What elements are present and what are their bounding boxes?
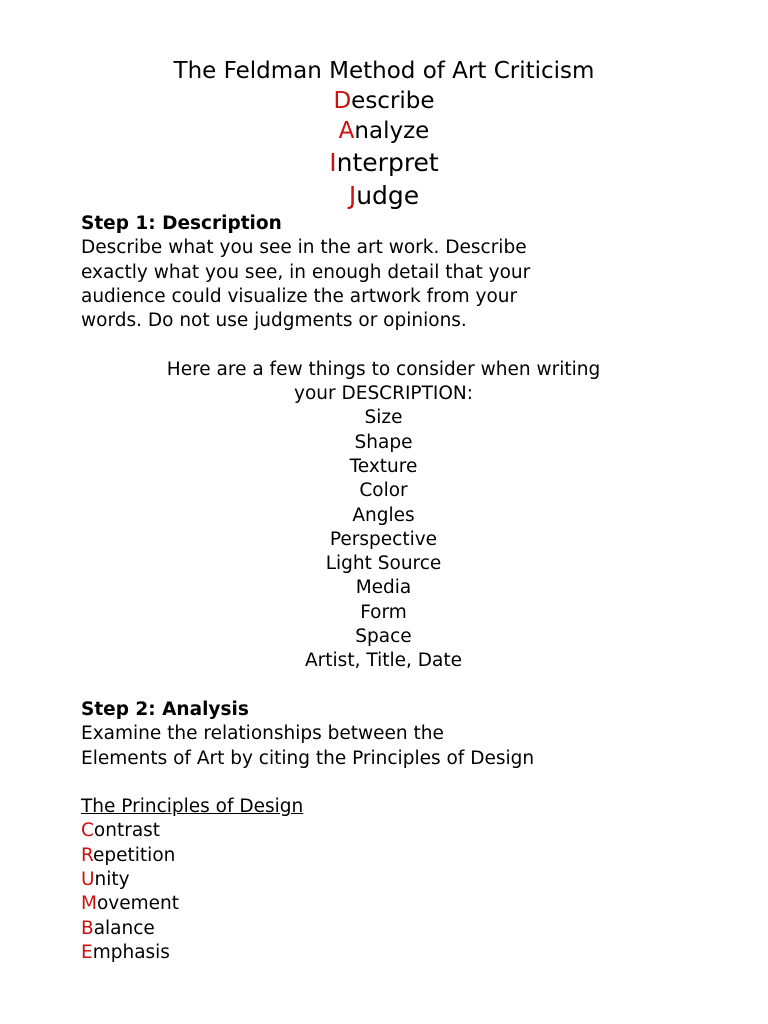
- description-item: Light Source: [325, 553, 442, 575]
- blank-line: [81, 333, 701, 357]
- acronym-line-analyze: [0, 116, 768, 146]
- principle-rest: mphasis: [92, 941, 170, 963]
- description-item: Color: [359, 480, 408, 502]
- step2-paragraph-line: Elements of Art by citing the Principles of Design: [81, 747, 535, 769]
- principle-item: [81, 892, 701, 916]
- consider-line: your DESCRIPTION:: [294, 383, 473, 405]
- acronym-line-interpret: [0, 146, 768, 179]
- principle-rest: ontrast: [93, 820, 161, 842]
- acronym-letter: I: [329, 148, 337, 177]
- description-item: Artist, Title, Date: [305, 650, 462, 672]
- acronym-letter: A: [338, 118, 355, 144]
- principle-item: [81, 868, 701, 892]
- principle-item: [81, 844, 701, 868]
- title-block: [0, 56, 768, 212]
- principle-item: [81, 941, 701, 965]
- description-item: Media: [355, 577, 412, 599]
- description-item: Angles: [352, 504, 415, 526]
- step2-heading: Step 2: Analysis: [81, 698, 249, 720]
- step1-paragraph-line: words. Do not use judgments or opinions.: [81, 310, 467, 332]
- acronym-letter: D: [333, 88, 352, 114]
- step1-paragraph-line: exactly what you see, in enough detail that your: [81, 261, 531, 283]
- description-item: Size: [364, 407, 403, 429]
- principle-rest: ovement: [96, 893, 179, 915]
- consider-line: Here are a few things to consider when writing: [166, 358, 601, 380]
- principle-letter: U: [81, 869, 95, 891]
- blank-line: [81, 771, 701, 795]
- document-title: The Feldman Method of Art Criticism: [173, 58, 595, 84]
- principle-item: [81, 917, 701, 941]
- acronym-line-judge: [0, 179, 768, 212]
- principles-heading: The Principles of Design: [81, 796, 304, 818]
- acronym-rest: escribe: [351, 88, 435, 114]
- description-item: Space: [355, 626, 412, 648]
- description-item: Form: [360, 601, 407, 623]
- principle-rest: epetition: [93, 844, 176, 866]
- description-item: Shape: [354, 431, 413, 453]
- principle-letter: M: [81, 893, 97, 915]
- acronym-rest: nalyze: [354, 118, 430, 144]
- blank-line: [81, 674, 701, 698]
- principle-letter: C: [81, 820, 94, 842]
- principle-letter: R: [81, 844, 94, 866]
- principle-item: [81, 819, 701, 843]
- principle-rest: alance: [93, 917, 155, 939]
- acronym-rest: nterpret: [336, 148, 439, 177]
- step1-paragraph-line: Describe what you see in the art work. Describe: [81, 237, 527, 259]
- acronym-line-describe: [0, 86, 768, 116]
- body-text: [81, 212, 701, 965]
- description-item: Texture: [349, 455, 418, 477]
- principle-rest: nity: [94, 869, 130, 891]
- step1-paragraph-line: audience could visualize the artwork from your: [81, 285, 518, 307]
- description-item: Perspective: [329, 528, 438, 550]
- acronym-rest: udge: [356, 181, 420, 210]
- principle-letter: B: [81, 917, 94, 939]
- step1-heading: Step 1: Description: [81, 213, 282, 234]
- step2-paragraph-line: Examine the relationships between the: [81, 723, 444, 745]
- principle-letter: E: [81, 941, 93, 963]
- acronym-letter: J: [348, 181, 357, 210]
